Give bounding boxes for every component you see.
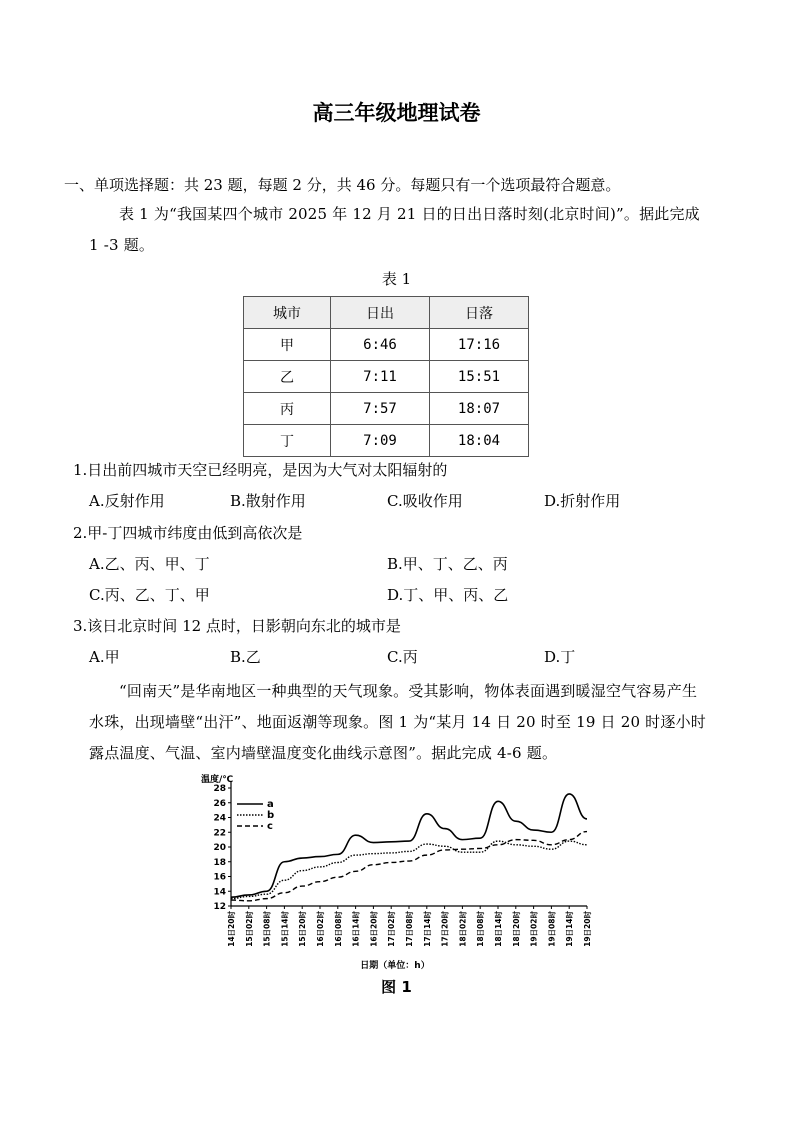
x-tick-label: 17日20时: [440, 911, 450, 947]
question-1-option-a: A.反射作用: [89, 492, 165, 510]
series-line-c: [231, 832, 587, 901]
table-cell: 7:11: [331, 361, 430, 393]
y-tick-label: 18: [213, 857, 226, 868]
x-tick-label: 18日20时: [511, 911, 521, 947]
question-3-option-b: B.乙: [230, 648, 261, 666]
y-tick-label: 16: [213, 872, 226, 883]
table-cell: 甲: [244, 329, 331, 361]
question-2-option-d: D.丁、甲、丙、乙: [387, 586, 509, 604]
page-title: 高三年级地理试卷: [312, 101, 481, 125]
x-tick-label: 19日02时: [529, 911, 539, 947]
table-row: [244, 329, 529, 361]
x-tick-label: 19日08时: [547, 911, 557, 947]
y-tick-label: 24: [213, 813, 226, 824]
question-2-option-b: B.甲、丁、乙、丙: [387, 555, 508, 573]
table-cell: 6:46: [331, 329, 430, 361]
table-header-row: [244, 297, 529, 329]
x-tick-label: 16日02时: [316, 911, 325, 947]
table-cell: 18:04: [430, 425, 529, 457]
y-axis-label: 温度/℃: [201, 775, 234, 785]
series-line-b: [231, 841, 587, 899]
series-line-a: [231, 794, 587, 897]
x-tick-label: 15日02时: [244, 911, 254, 947]
y-tick-label: 22: [213, 828, 226, 839]
legend-label-c: c: [267, 821, 273, 832]
x-tick-label: 16日14时: [351, 911, 361, 947]
x-tick-label: 18日02时: [458, 911, 468, 947]
y-tick-label: 28: [213, 784, 226, 794]
section-header: 一、单项选择题：共 23 题，每题 2 分，共 46 分。每题只有一个选项最符合题意。: [64, 176, 621, 194]
table-cell: 7:09: [331, 425, 430, 457]
x-tick-label: 19日20时: [583, 911, 592, 947]
question-2-option-a: A.乙、丙、甲、丁: [89, 555, 210, 573]
y-tick-label: 26: [213, 798, 226, 809]
question-2-option-c: C.丙、乙、丁、甲: [89, 586, 210, 604]
figure-caption: 图 1: [381, 978, 412, 996]
question-1-stem: 1.日出前四城市天空已经明亮，是因为大气对太阳辐射的: [73, 461, 448, 479]
table-cell: 17:16: [430, 329, 529, 361]
table-header-cell: 日出: [331, 297, 430, 329]
x-tick-label: 16日08时: [333, 911, 343, 947]
x-tick-label: 17日08时: [405, 911, 414, 947]
x-tick-label: 17日14时: [422, 911, 432, 947]
table-header-cell: 城市: [244, 297, 331, 329]
x-tick-label: 15日20时: [298, 911, 308, 947]
table-header-cell: 日落: [430, 297, 529, 329]
question-1-option-d: D.折射作用: [544, 492, 621, 510]
intro-passage-1: 表 1 为“我国某四个城市 2025 年 12 月 21 日的日出日落时刻(北京时间)”。据此完成 1 -3 题。: [89, 205, 700, 254]
y-tick-label: 20: [213, 843, 226, 853]
question-3-option-a: A.甲: [89, 648, 120, 666]
table-cell: 乙: [244, 361, 331, 393]
table-row: [244, 425, 529, 457]
x-axis-label: 日期（单位：h）: [360, 961, 430, 971]
x-tick-label: 18日08时: [476, 911, 486, 947]
question-2-stem: 2.甲-丁四城市纬度由低到高依次是: [73, 524, 303, 542]
x-tick-label: 16日20时: [369, 911, 379, 947]
question-3-option-d: D.丁: [544, 648, 576, 666]
temperature-line-chart: [195, 770, 595, 972]
x-tick-label: 14日20时: [227, 911, 236, 947]
legend-label-a: a: [267, 799, 274, 810]
y-tick-label: 12: [213, 902, 226, 912]
table-cell: 18:07: [430, 393, 529, 425]
table-cell: 丙: [244, 393, 331, 425]
question-3-stem: 3.该日北京时间 12 点时，日影朝向东北的城市是: [73, 617, 401, 635]
question-3-option-c: C.丙: [387, 648, 418, 666]
table-cell: 7:57: [331, 393, 430, 425]
legend-label-b: b: [267, 810, 275, 821]
x-tick-label: 19日14时: [565, 911, 575, 947]
y-tick-label: 14: [213, 887, 226, 898]
table-caption: 表 1: [381, 270, 412, 288]
table-cell: 15:51: [430, 361, 529, 393]
table-row: [244, 393, 529, 425]
x-tick-label: 15日08时: [262, 911, 272, 947]
sunrise-sunset-table: [243, 296, 529, 457]
table-row: [244, 361, 529, 393]
intro-passage-2: “回南天”是华南地区一种典型的天气现象。受其影响，物体表面遇到暖湿空气容易产生水珠，出现墙壁“出汗”、地面返潮等现象。图 1 为“某月 14 日 20 时至 19 日 20 时逐小时露点温度、气温、室内墙壁温度变化曲线示意图”。据此完成 4-6 题。: [89, 682, 706, 762]
question-1-option-c: C.吸收作用: [387, 492, 463, 510]
question-1-option-b: B.散射作用: [230, 492, 306, 510]
x-tick-label: 17日02时: [387, 911, 397, 947]
table-cell: 丁: [244, 425, 331, 457]
x-tick-label: 15日14时: [280, 911, 290, 947]
x-tick-label: 18日14时: [494, 911, 503, 947]
